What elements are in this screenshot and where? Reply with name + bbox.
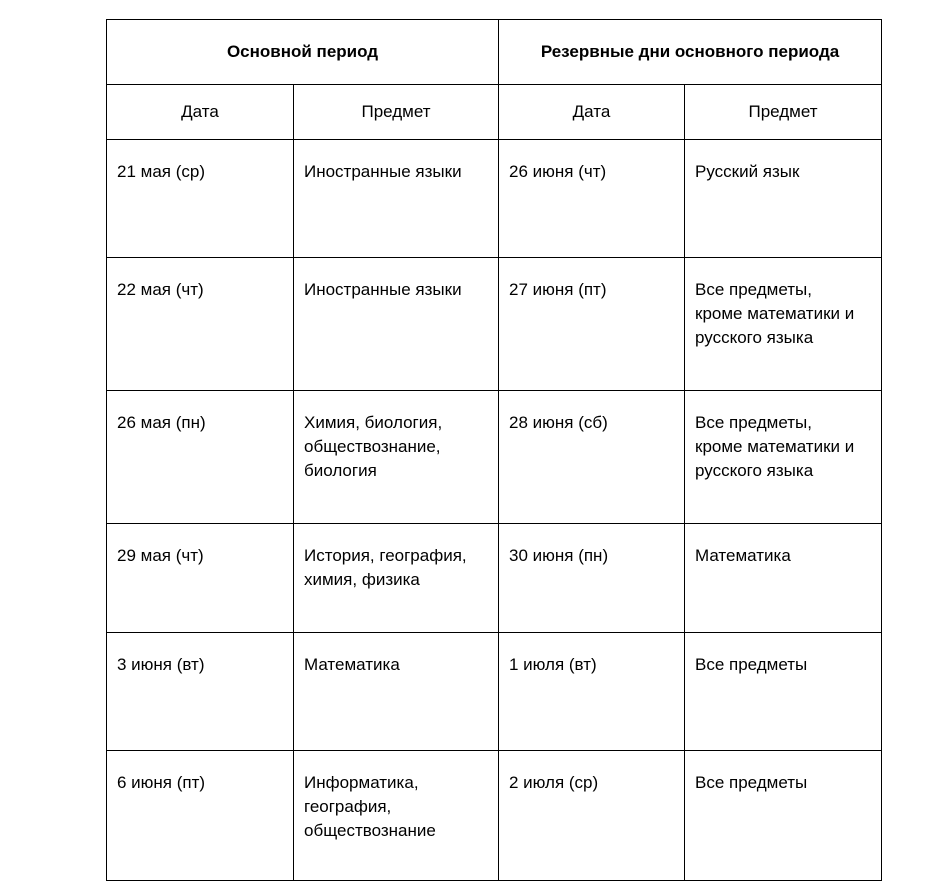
table-row	[107, 751, 882, 881]
main-date-column-header: Дата	[107, 85, 294, 140]
reserve-period-header: Резервные дни основного периода	[499, 20, 882, 85]
main-date-cell: 22 мая (чт)	[107, 258, 294, 391]
main-subject-column-header: Предмет	[294, 85, 499, 140]
reserve-subject-cell: Все предметы	[685, 633, 882, 751]
main-period-header: Основной период	[107, 20, 499, 85]
exam-schedule-table	[106, 19, 882, 881]
main-subject-cell: Химия, биология, обществознание, биология	[294, 391, 499, 524]
table-row	[107, 391, 882, 524]
table-row	[107, 140, 882, 258]
reserve-subject-cell: Все предметы, кроме математики и русского языка	[685, 258, 882, 391]
reserve-subject-cell: Математика	[685, 524, 882, 633]
main-subject-cell: Математика	[294, 633, 499, 751]
reserve-date-column-header: Дата	[499, 85, 685, 140]
reserve-subject-column-header: Предмет	[685, 85, 882, 140]
reserve-date-cell: 26 июня (чт)	[499, 140, 685, 258]
reserve-subject-cell: Русский язык	[685, 140, 882, 258]
reserve-date-cell: 27 июня (пт)	[499, 258, 685, 391]
main-subject-cell: Иностранные языки	[294, 140, 499, 258]
main-date-cell: 6 июня (пт)	[107, 751, 294, 881]
main-date-cell: 3 июня (вт)	[107, 633, 294, 751]
reserve-date-cell: 2 июля (ср)	[499, 751, 685, 881]
group-header-row	[107, 20, 882, 85]
reserve-date-cell: 30 июня (пн)	[499, 524, 685, 633]
main-subject-cell: История, география, химия, физика	[294, 524, 499, 633]
reserve-date-cell: 1 июля (вт)	[499, 633, 685, 751]
main-subject-cell: Информатика, география, обществознание	[294, 751, 499, 881]
main-date-cell: 21 мая (ср)	[107, 140, 294, 258]
table-row	[107, 258, 882, 391]
reserve-subject-cell: Все предметы	[685, 751, 882, 881]
main-date-cell: 29 мая (чт)	[107, 524, 294, 633]
table-row	[107, 524, 882, 633]
reserve-subject-cell: Все предметы, кроме математики и русского языка	[685, 391, 882, 524]
column-header-row	[107, 85, 882, 140]
main-subject-cell: Иностранные языки	[294, 258, 499, 391]
reserve-date-cell: 28 июня (сб)	[499, 391, 685, 524]
table-row	[107, 633, 882, 751]
main-date-cell: 26 мая (пн)	[107, 391, 294, 524]
